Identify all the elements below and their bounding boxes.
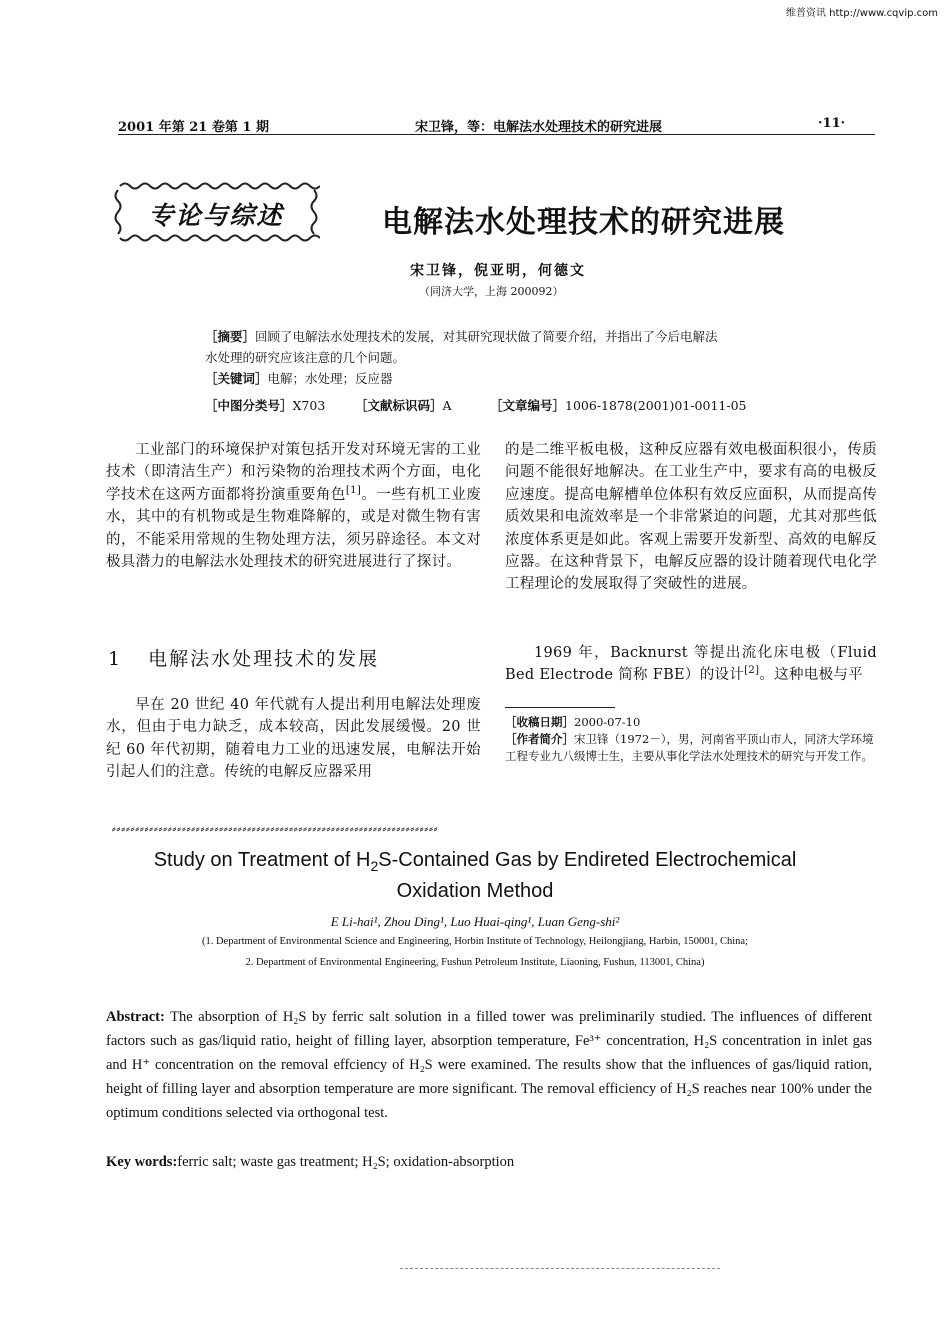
watermark: 维普资讯 http://www.cqvip.com [785, 8, 938, 19]
author-bio-label: ［作者简介］ [505, 732, 574, 746]
section-heading [108, 644, 379, 671]
header-running-title: 宋卫锋，等：电解法水处理技术的研究进展 [415, 120, 663, 135]
body-left-para-2: 早在 20 世纪 40 年代就有人提出利用电解法处理废水，但由于电力缺乏，成本较高，因此发展缓慢。20 世纪 60 年代初期，随着电力工业的迅速发展，电解法开始引起人们的注意。传统的电解反应器采用 [106, 697, 481, 781]
section-divider: ⸗⸗⸗⸗⸗⸗⸗⸗⸗⸗⸗⸗⸗⸗⸗⸗⸗⸗⸗⸗⸗⸗⸗⸗⸗⸗⸗⸗⸗⸗⸗⸗⸗⸗⸗⸗⸗⸗⸗⸗⸗⸗⸗⸗⸗⸗⸗⸗⸗⸗⸗⸗⸗⸗⸗⸗⸗⸗⸗⸗⸗⸗⸗⸗⸗⸗⸗⸗⸗⸗ [112, 822, 439, 835]
header-page-number: ·11· [818, 116, 846, 131]
badge-label: 专论与综述 [148, 201, 284, 230]
header-issue: 2001 年第 21 卷第 1 期 [118, 120, 269, 135]
document-code: ［文献标识码］A [355, 398, 452, 413]
affiliation: （同济大学，上海 200092） [419, 285, 564, 298]
page-title: 电解法水处理技术的研究进展 [382, 205, 785, 240]
keywords-label: ［关键词］ [205, 371, 268, 386]
footnote [505, 714, 877, 765]
scan-mark [400, 1268, 720, 1269]
body-left-para-1: 工业部门的环境保护对策包括开发对环境无害的工业技术（即清洁生产）和污染物的治理技术两个方面，电化学技术在这两方面都将扮演重要角色[1]。一些有机工业废水，其中的有机物或是生物难降解的，或是对微生物有害的，不能采用常规的生物处理方法，须另辟途径。本文对极具潜力的电解法水处理技术的研究进展进行了探讨。 [106, 442, 481, 571]
english-keywords-label: Key words: [106, 1154, 178, 1170]
author-bio: 宋卫锋（1972－），男，河南省平顶山市人，同济大学环境工程专业九八级博士生，主要从事化学法水处理技术的研究与开发工作。 [505, 732, 874, 763]
english-title: Study on Treatment of $H_2S$-Contained Gas by Endireted Electrochemical Oxidation Method [153, 849, 797, 902]
abstract-block [205, 326, 805, 389]
citation-2: [2] [744, 665, 760, 677]
article-number: ［文章编号］1006-1878(2001)01-0011-05 [490, 398, 747, 413]
abstract-label: ［摘要］ [205, 329, 256, 344]
received-date: 2000-07-10 [574, 715, 641, 729]
received-label: ［收稿日期］ [505, 715, 574, 729]
clc-number: ［中图分类号］X703 [205, 398, 326, 413]
abstract-text-2: 水处理的研究应该注意的几个问题。 [205, 350, 406, 365]
header-rule [118, 134, 875, 135]
column-badge [112, 180, 320, 244]
english-abstract-label: Abstract: [106, 1009, 165, 1025]
keywords-text: 电解；水处理；反应器 [267, 371, 393, 386]
english-keywords-text: ferric salt; waste gas treatment; H₂S; oxidation-absorption [177, 1154, 515, 1170]
english-affiliation-1: (1. Department of Environmental Science and Engineering, Horbin Institute of Technology, Heilongjiang, Harbin, 150001, China; [201, 936, 748, 947]
english-abstract-text: The absorption of H₂S by ferric salt solution in a filled tower was preliminarily studied. The influences of different factors such as gas/liquid ratio, height of filling layer, absorption temperature, Fe³⁺ concentration, H₂S concentration in inlet gas and H⁺ concentration on the removal effciency of H₂S were examined. The results show that the influences of gas/liquid ration, height of filling layer and absorption temperature are more significant. The removal efficiency of H₂S reaches near 100% under the optimum conditions selected via orthogonal test. [106, 1009, 872, 1121]
authors: 宋卫锋，倪亚明，何德文 [410, 263, 586, 279]
english-authors: E Li-hai¹, Zhou Ding¹, Luo Huai-qing¹, Luan Geng-shi² [330, 914, 620, 929]
english-affiliation-2: 2. Department of Environmental Engineering, Fushun Petroleum Institute, Liaoning, Fushun, 113001, China) [245, 957, 705, 968]
footnote-rule [505, 707, 615, 708]
section-title: 电解法水处理技术的发展 [148, 648, 380, 670]
english-keywords [106, 1154, 872, 1171]
abstract-text-1: 回顾了电解法水处理技术的发展，对其研究现状做了简要介绍，并指出了今后电解法 [255, 329, 718, 344]
citation-1: [1] [345, 484, 362, 496]
body-right-para-2: 1969 年，Backnurst 等提出流化床电极（Fluid Bed Electrode 简称 FBE）的设计[2]。这种电极与平 [505, 645, 877, 684]
body-right-para-1: 的是二维平板电极，这种反应器有效电极面积很小，传质问题不能很好地解决。在工业生产中，要求有高的电极反应速度。提高电解槽单位体积有效反应面积，从而提高传质效果和电流效率是一个非常紧迫的问题，尤其对那些低浓度体系更是如此。客观上需要开发新型、高效的电解反应器。在这种背景下，电解反应器的设计随着现代电化学工程理论的发展取得了突破性的进展。 [505, 442, 877, 593]
section-number: 1 [108, 648, 123, 670]
english-abstract [106, 1005, 872, 1125]
